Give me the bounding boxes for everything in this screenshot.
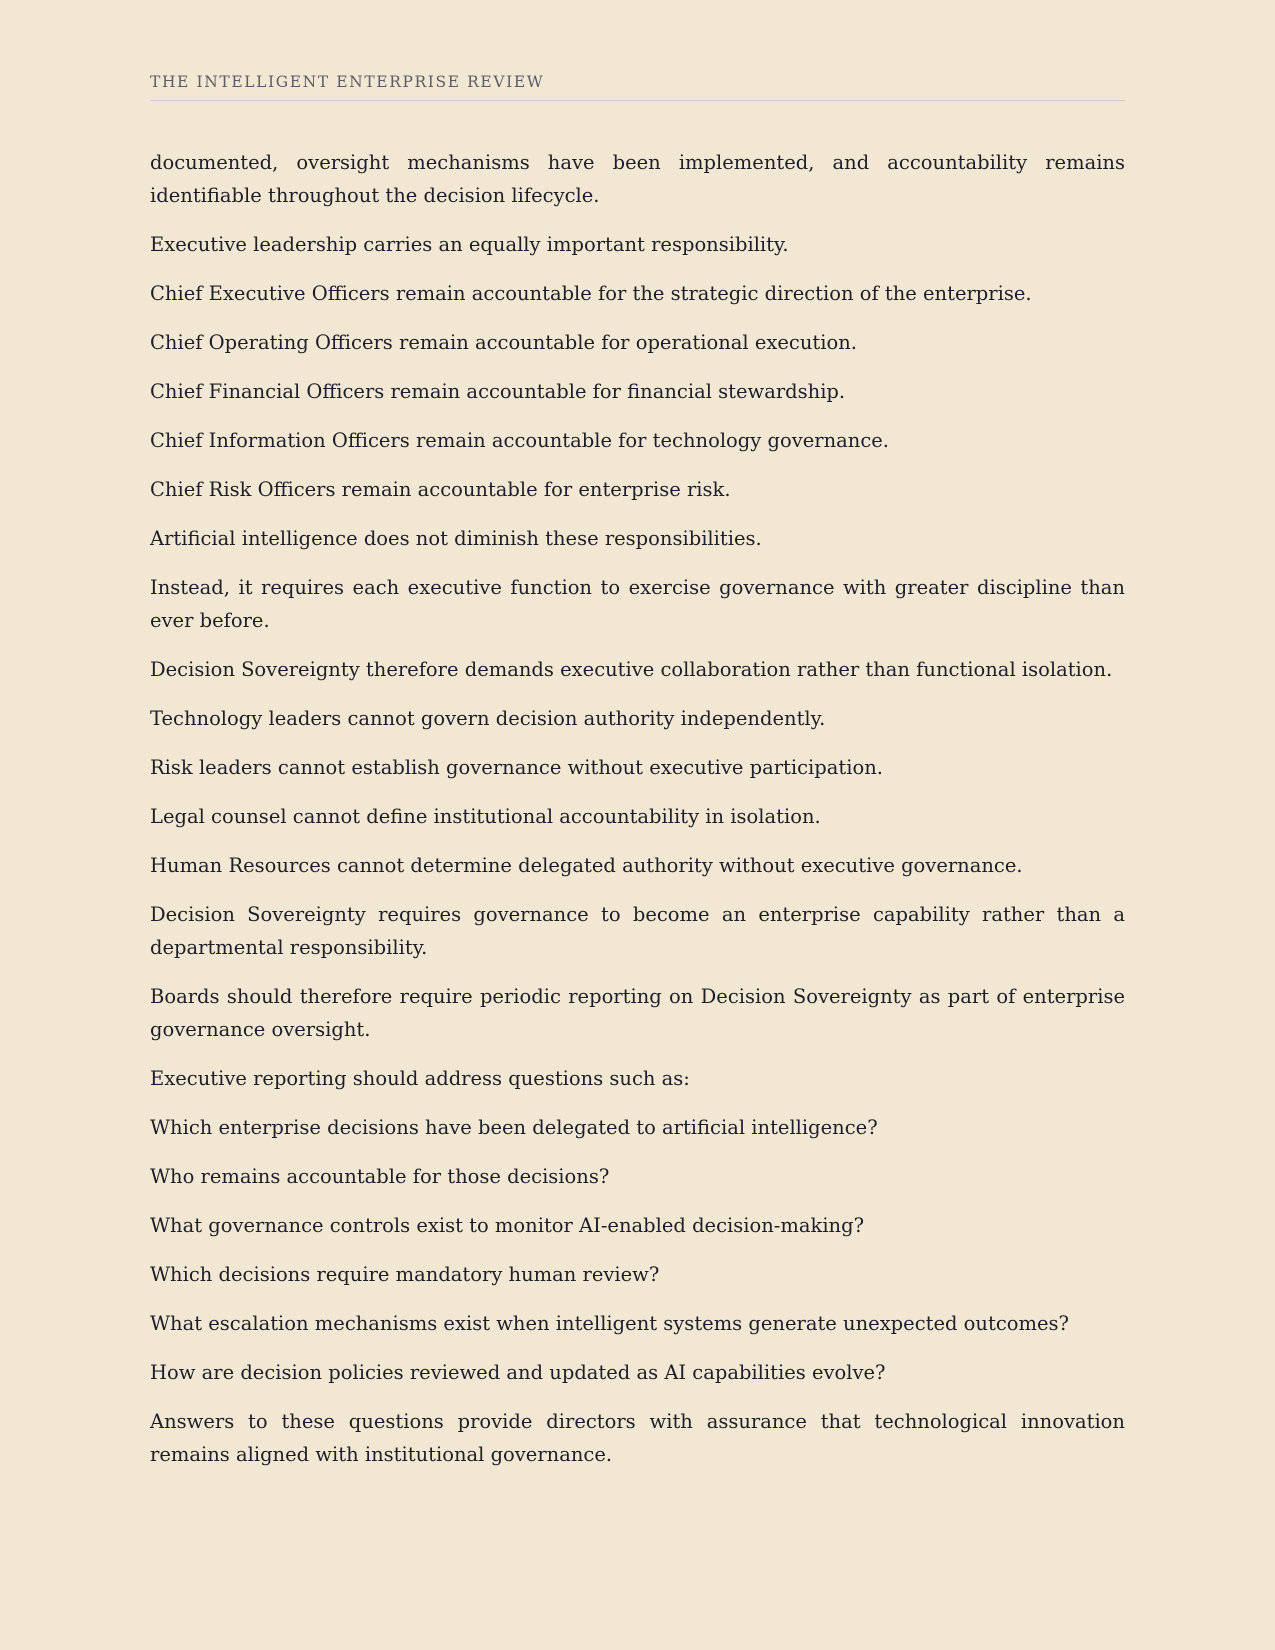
- paragraph: Executive leadership carries an equally important responsibility.: [150, 233, 789, 256]
- question-item: How are decision policies reviewed and updated as AI capabilities evolve?: [150, 1361, 886, 1384]
- question-item: What escalation mechanisms exist when intelligent systems generate unexpected outcomes?: [150, 1312, 1069, 1335]
- question-item: Which decisions require mandatory human review?: [150, 1263, 660, 1286]
- paragraph: Technology leaders cannot govern decision authority independently.: [150, 707, 826, 730]
- paragraph: Risk leaders cannot establish governance without executive participation.: [150, 756, 883, 779]
- paragraph: Artificial intelligence does not diminish these responsibilities.: [150, 527, 762, 550]
- body-text: [150, 146, 1125, 1471]
- paragraph: Chief Risk Officers remain accountable for enterprise risk.: [150, 478, 731, 501]
- paragraph: Boards should therefore require periodic reporting on Decision Sovereignty as part of enterprise governance oversight.: [150, 985, 1125, 1041]
- running-header: THE INTELLIGENT ENTERPRISE REVIEW: [150, 72, 1125, 101]
- paragraph: Instead, it requires each executive function to exercise governance with greater discipline than ever before.: [150, 576, 1125, 632]
- paragraph: Chief Operating Officers remain accountable for operational execution.: [150, 331, 857, 354]
- paragraph: Chief Executive Officers remain accountable for the strategic direction of the enterprise.: [150, 282, 1032, 305]
- paragraph: Executive reporting should address questions such as:: [150, 1067, 690, 1090]
- paragraph: documented, oversight mechanisms have been implemented, and accountability remains identifiable throughout the decision lifecycle.: [150, 151, 1125, 207]
- question-item: Which enterprise decisions have been delegated to artificial intelligence?: [150, 1116, 878, 1139]
- paragraph: Legal counsel cannot define institutional accountability in isolation.: [150, 805, 821, 828]
- paragraph: Chief Financial Officers remain accountable for financial stewardship.: [150, 380, 846, 403]
- question-item: What governance controls exist to monitor AI-enabled decision-making?: [150, 1214, 865, 1237]
- question-item: Who remains accountable for those decisions?: [150, 1165, 610, 1188]
- paragraph: Human Resources cannot determine delegated authority without executive governance.: [150, 854, 1023, 877]
- paragraph: Decision Sovereignty requires governance to become an enterprise capability rather than a departmental responsibility.: [150, 903, 1125, 959]
- paragraph: Chief Information Officers remain accountable for technology governance.: [150, 429, 889, 452]
- paragraph: Decision Sovereignty therefore demands executive collaboration rather than functional isolation.: [150, 658, 1113, 681]
- paragraph: Answers to these questions provide directors with assurance that technological innovation remains aligned with institutional governance.: [150, 1410, 1125, 1466]
- document-page: [150, 0, 1125, 1487]
